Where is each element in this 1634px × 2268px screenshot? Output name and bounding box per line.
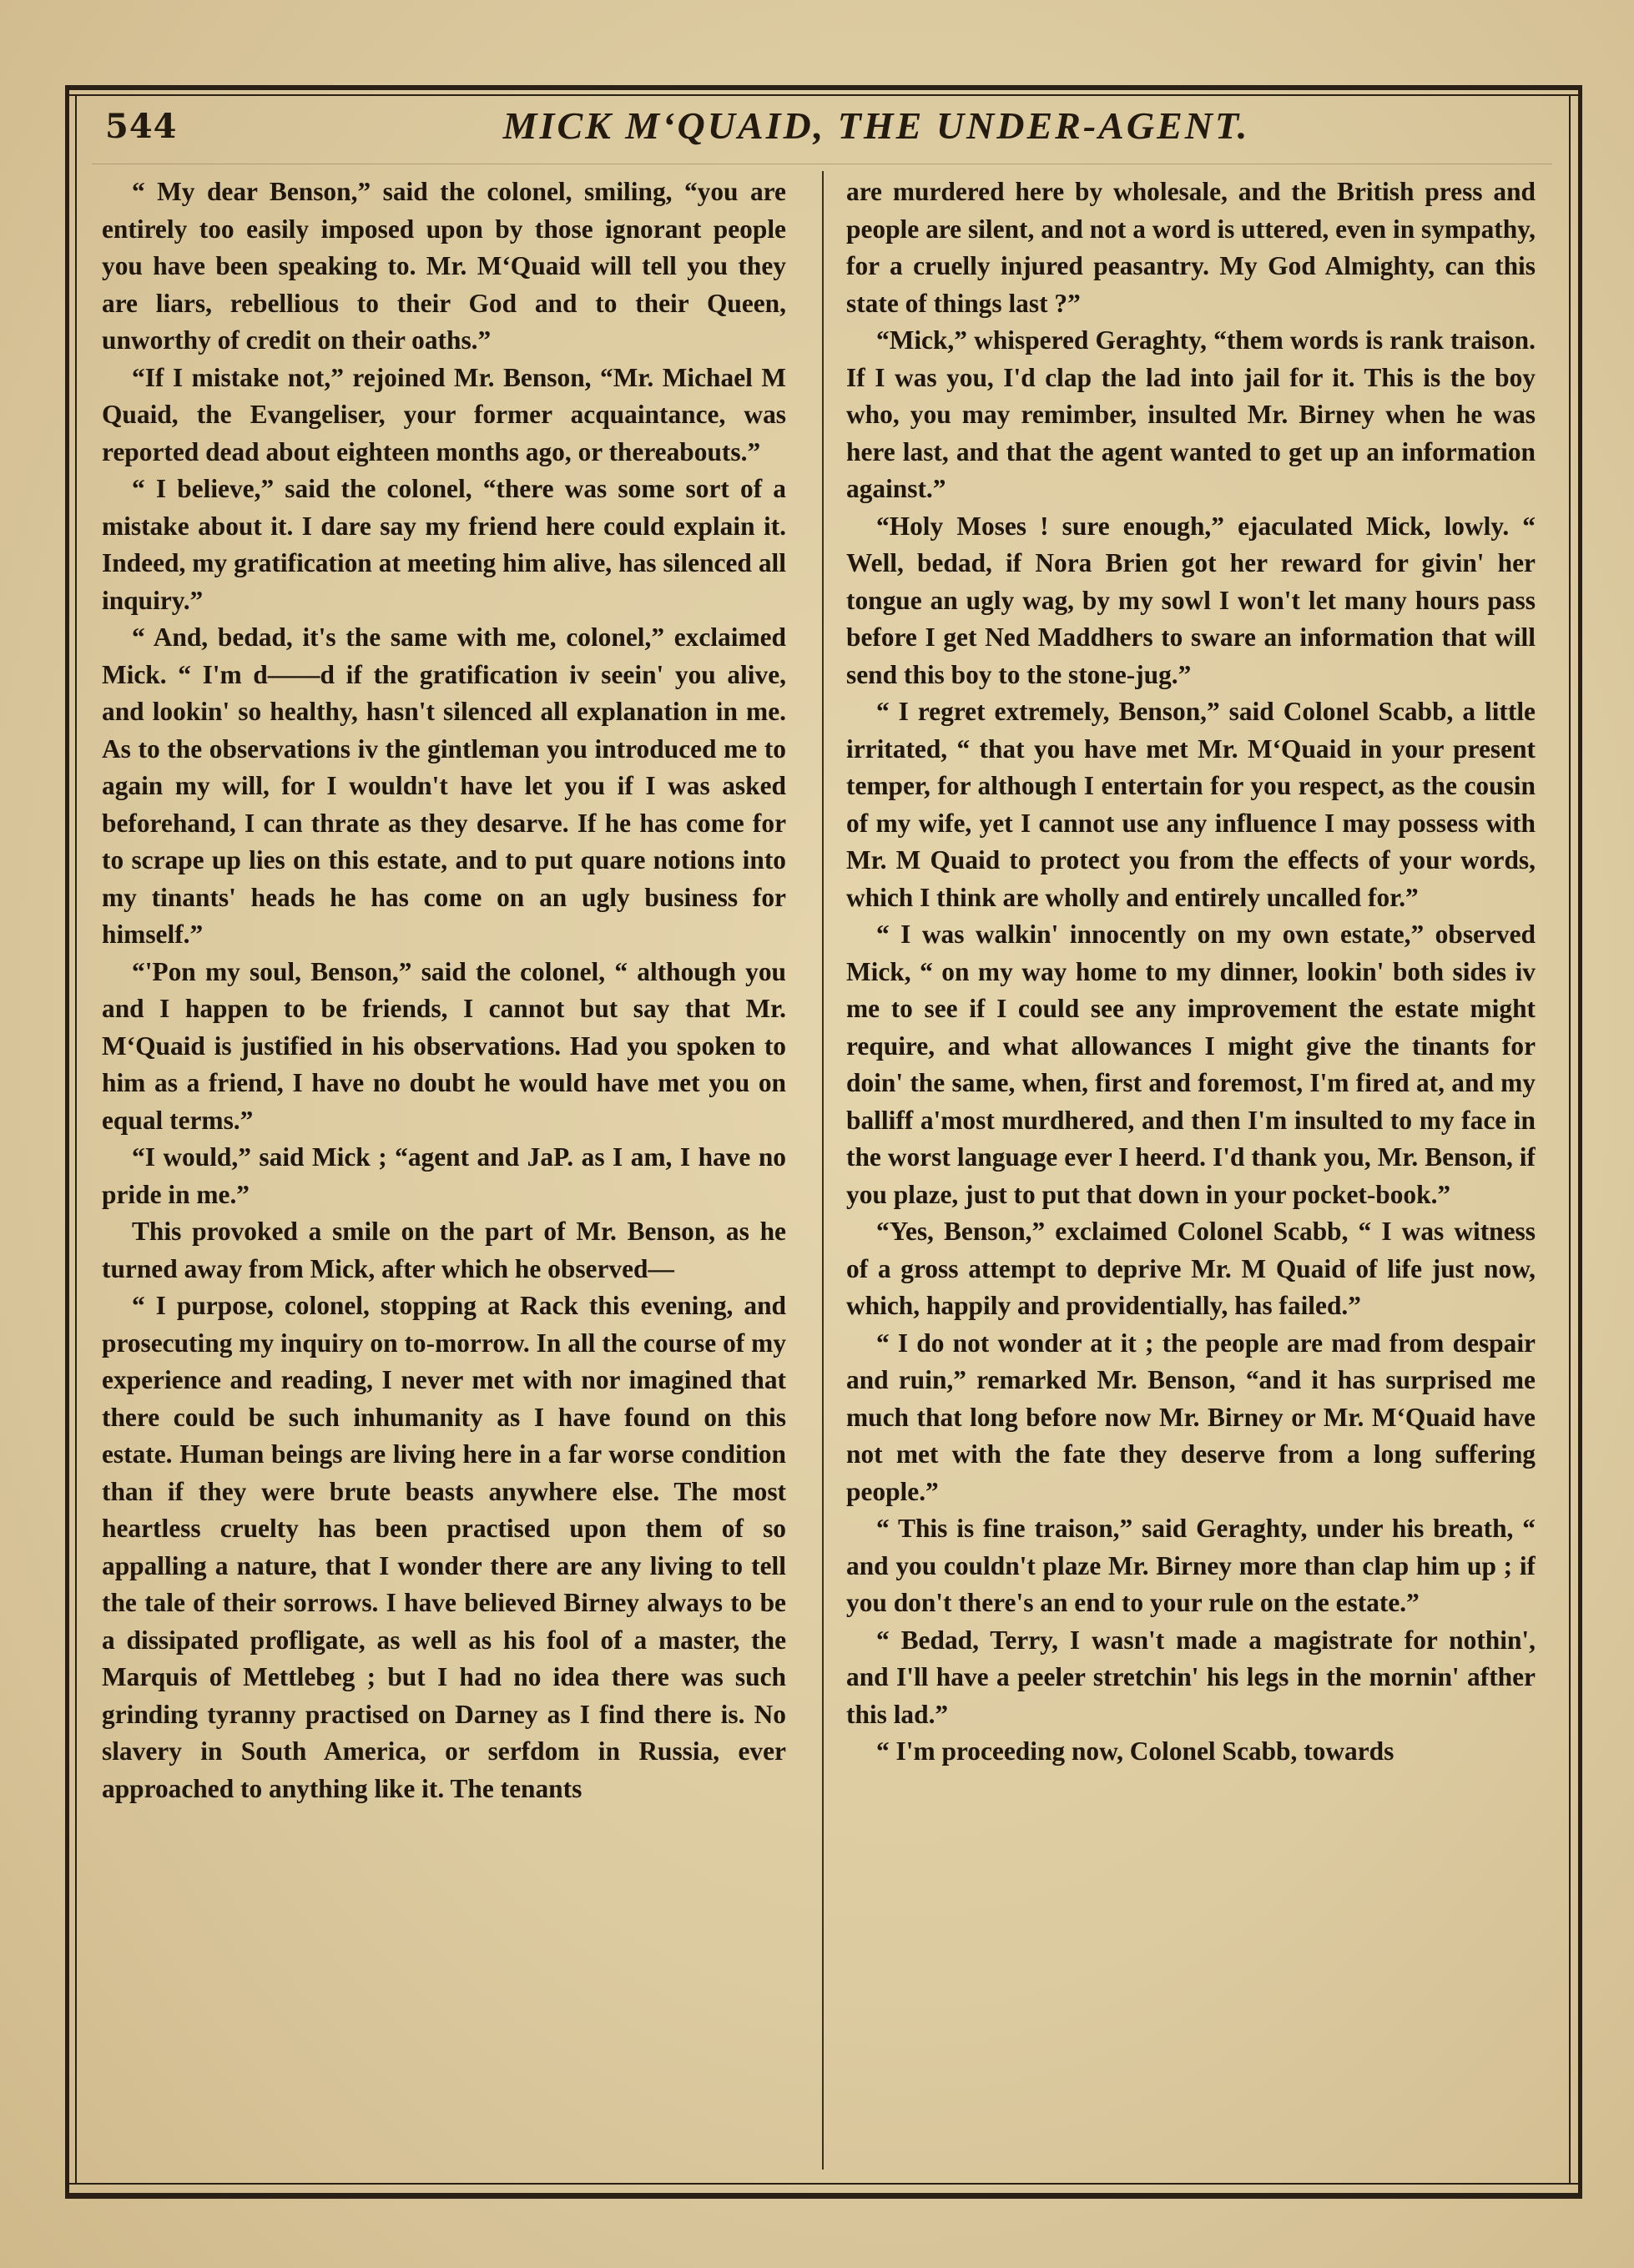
bottom-border-rule xyxy=(65,2193,1582,2199)
paragraph: “If I mistake not,” rejoined Mr. Benson, “Mr. Michael M Quaid, the Evangeliser, your former acquaintance, was reported dead about eighteen months ago, or thereabouts.” xyxy=(102,362,786,466)
right-column xyxy=(846,174,1536,2172)
column-divider xyxy=(822,171,824,2170)
paragraph: “ And, bedad, it's the same with me, colonel,” exclaimed Mick. “ I'm d——d if the gratification iv seein' you alive, and lookin' so healthy, hasn't silenced all explanation in me. As to the observations iv the gintleman you introduced me to again my will, for I wouldn't have let you if I was asked beforehand, I can thrate as they desarve. If he has come for to scrape up lies on this estate, and to put quare notions into my tinants' heads he has come on an ugly business for himself.” xyxy=(102,622,786,949)
paragraph: “I would,” said Mick ; “agent and JaP. as I am, I have no pride in me.” xyxy=(102,1142,786,1209)
paragraph: “ This is fine traison,” said Geraghty, under his breath, “ and you couldn't plaze Mr. Birney more than clap him up ; if you don't there's an end to your rule on the estate.” xyxy=(846,1514,1536,1617)
left-column xyxy=(102,174,786,2172)
paragraph: “ I do not wonder at it ; the people are mad from despair and ruin,” remarked Mr. Benson, “and it has surprised me much that long before now Mr. Birney or Mr. M‘Quaid have not met with the fate they deserve from a long suffering people.” xyxy=(846,1328,1536,1506)
paragraph: “ I'm proceeding now, Colonel Scabb, towards xyxy=(876,1736,1394,1766)
bottom-border-inner-rule xyxy=(65,2183,1582,2185)
paragraph: “ Bedad, Terry, I wasn't made a magistrate for nothin', and I'll have a peeler stretchin' his legs in the mornin' afther this lad.” xyxy=(846,1625,1536,1729)
paragraph: “ My dear Benson,” said the colonel, smiling, “you are entirely too easily imposed upon by those ignorant people you have been speaking to. Mr. M‘Quaid will tell you they are liars, rebellious to their God and to their Queen, unworthy of credit on their oaths.” xyxy=(102,177,786,355)
paragraph: “Holy Moses ! sure enough,” ejaculated Mick, lowly. “ Well, bedad, if Nora Brien got her reward for givin' her tongue an ugly wag, by my sowl I won't let many hours pass before I get Ned Maddhers to sware an information that will send this boy to the stone-jug.” xyxy=(846,511,1536,689)
paragraph: “Mick,” whispered Geraghty, “them words is rank traison. If I was you, I'd clap the lad into jail for it. This is the boy who, you may remimber, insulted Mr. Birney when he was here last, and that the agent wanted to get up an information against.” xyxy=(846,325,1536,503)
page-number: 544 xyxy=(105,107,178,146)
paragraph: “ I purpose, colonel, stopping at Rack this evening, and prosecuting my inquiry on to-morrow. In all the course of my experience and reading, I never met with nor imagined that there could be such inhumanity as I have found on this estate. Human beings are living here in a far worse condition than if they were brute beasts anywhere else. The most heartless cruelty has been practised upon them of so appalling a nature, that I wonder there are any living to tell the tale of their sorrows. I have believed Birney always to be a dissipated profligate, as well as his fool of a master, the Marquis of Mettlebeg ; but I had no idea there was such grinding tyranny practised on Darney as I find there is. No slavery in South America, or serfdom in Russia, ever approached to anything like it. The tenants xyxy=(102,1291,786,1803)
running-title: MICK M‘QUAID, THE UNDER-AGENT. xyxy=(502,104,1250,147)
paragraph: “ I regret extremely, Benson,” said Colonel Scabb, a little irritated, “ that you have met Mr. M‘Quaid in your present temper, for although I entertain for you respect, as the cousin of my wife, yet I cannot use any influence I may possess with Mr. M Quaid to protect you from the effects of your words, which I think are wholly and entirely uncalled for.” xyxy=(846,697,1536,912)
right-border-rule xyxy=(1578,85,1582,2199)
left-border-rule xyxy=(65,85,69,2199)
paragraph: “'Pon my soul, Benson,” said the colonel, “ although you and I happen to be friends, I cannot but say that Mr. M‘Quaid is justified in his observations. Had you spoken to him as a friend, I have no doubt he would have met you on equal terms.” xyxy=(102,956,786,1135)
left-border-inner-rule xyxy=(75,94,77,2185)
right-border-inner-rule xyxy=(1569,94,1571,2185)
top-border-rule xyxy=(65,85,1582,90)
paragraph: “ I believe,” said the colonel, “there was some sort of a mistake about it. I dare say my friend here could explain it. Indeed, my gratification at meeting him alive, has silenced all inquiry.” xyxy=(102,474,786,615)
paragraph: “ I was walkin' innocently on my own estate,” observed Mick, “ on my way home to my dinner, lookin' both sides iv me to see if I could see any improvement the estate might require, and what allowances I might give the tinants for doin' the same, when, first and foremost, I'm fired at, and my balliff a'most murdhered, and then I'm insulted to my face in the worst language ever I heerd. I'd thank you, Mr. Benson, if you plaze, just to put that down in your pocket-book.” xyxy=(846,920,1536,1209)
paragraph-continued: are murdered here by wholesale, and the British press and people are silent, and not a word is uttered, even in sympathy, for a cruelly injured peasantry. My God Almighty, can this state of things last ?” xyxy=(846,177,1536,318)
top-border-inner-rule xyxy=(65,94,1582,96)
paragraph: “Yes, Benson,” exclaimed Colonel Scabb, “ I was witness of a gross attempt to deprive Mr. M Quaid of life just now, which, happily and providentially, has failed.” xyxy=(846,1217,1536,1320)
paragraph: This provoked a smile on the part of Mr. Benson, as he turned away from Mick, after which he observed— xyxy=(102,1217,786,1283)
